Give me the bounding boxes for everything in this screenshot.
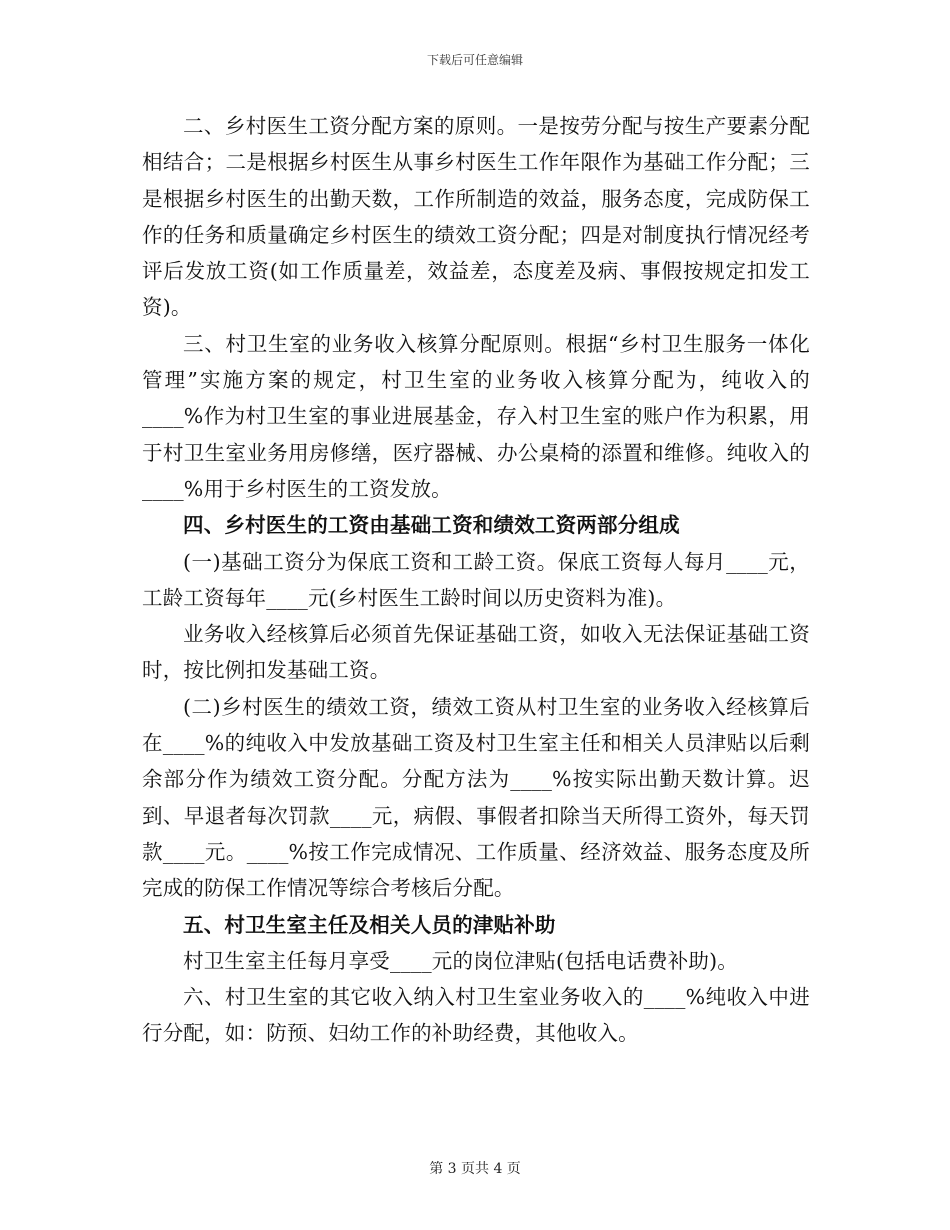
section-5-allowance: 村卫生室主任每月享受____元的岗位津贴(包括电话费补助)。 bbox=[183, 948, 738, 973]
section-2-principles: 二、乡村医生工资分配方案的原则。一是按劳分配与按生产要素分配相结合；二是根据乡村医生从事乡村医生工作年限作为基础工作分配；三是根据乡村医生的出勤天数，工作所制造的效益，服务态度，完成防保工作的任务和质量确定乡村医生的绩效工资分配；四是对制度执行情况经考评后发放工资(如工作质量差，效益差，态度差及病、事假按规定扣发工资)。 bbox=[142, 114, 810, 320]
section-4-basic-salary: (一)基础工资分为保底工资和工龄工资。保底工资每人每月____元，工龄工资每年____元(乡村医生工龄时间以历史资料为准)。 bbox=[142, 549, 810, 610]
document-body bbox=[142, 108, 810, 1052]
section-5-heading: 五、村卫生室主任及相关人员的津贴补助 bbox=[183, 912, 556, 937]
page-footer: 第 3 页共 4 页 bbox=[429, 1161, 521, 1177]
section-3-income-allocation: 三、村卫生室的业务收入核算分配原则。根据“乡村卫生服务一体化管理”实施方案的规定，村卫生室的业务收入核算分配为，纯收入的____%作为村卫生室的事业进展基金，存入村卫生室的账户作为积累，用于村卫生室业务用房修缮，医疗器械、办公桌椅的添置和维修。纯收入的____%用于乡村医生的工资发放。 bbox=[142, 331, 810, 501]
section-4-performance-salary: (二)乡村医生的绩效工资，绩效工资从村卫生室的业务收入经核算后在____%的纯收入中发放基础工资及村卫生室主任和相关人员津贴以后剩余部分作为绩效工资分配。分配方法为____%按实际出勤天数计算。迟到、早退者每次罚款____元，病假、事假者扣除当天所得工资外，每天罚款____元。____%按工作完成情况、工作质量、经济效益、服务态度及所完成的防保工作情况等综合考核后分配。 bbox=[142, 694, 810, 901]
section-6-other-income: 六、村卫生室的其它收入纳入村卫生室业务收入的____%纯收入中进行分配，如：防预、妇幼工作的补助经费，其他收入。 bbox=[142, 985, 810, 1046]
section-4-heading: 四、乡村医生的工资由基础工资和绩效工资两部分组成 bbox=[183, 513, 680, 538]
page-header: 下载后可任意编辑 bbox=[426, 53, 523, 67]
section-4-basic-salary-guarantee: 业务收入经核算后必须首先保证基础工资，如收入无法保证基础工资时，按比例扣发基础工资。 bbox=[142, 622, 810, 683]
